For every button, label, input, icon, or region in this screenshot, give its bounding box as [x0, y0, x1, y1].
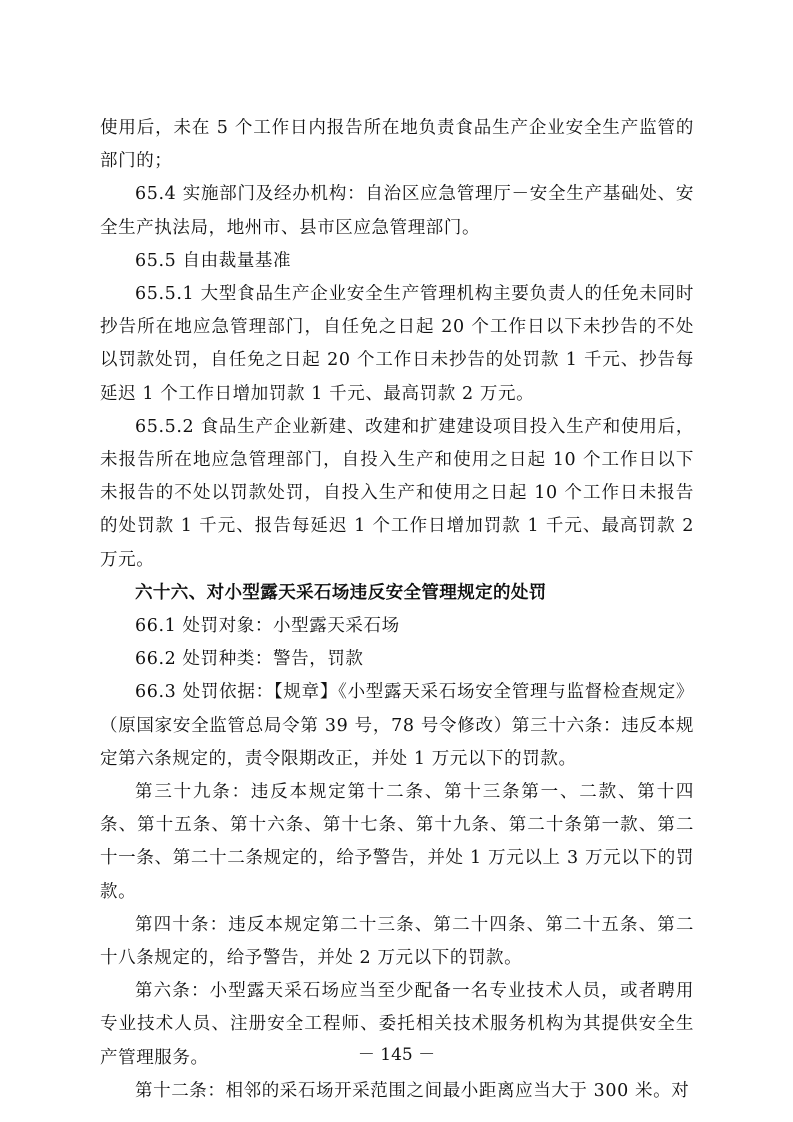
paragraph-11: 第四十条：违反本规定第二十三条、第二十四条、第二十五条、第二十八条规定的，给予警告，并处 2 万元以下的罚款。	[100, 914, 694, 969]
paragraph-5: 65.5.2 食品生产企业新建、改建和扩建建设项目投入生产和使用后，未报告所在地应急管理部门，自投入生产和使用之日起 10 个工作日以下未报告的不处以罚款处罚，自投入生产和使用之日起 10 个工作日未报告的处罚款 1 千元、报告每延迟 1 个工作日增加罚款 1 千元、最高罚款 2 万元。	[100, 416, 694, 570]
section-heading: 六十六、对小型露天采石场违反安全管理规定的处罚	[135, 582, 547, 603]
paragraph-12: 第六条：小型露天采石场应当至少配备一名专业技术人员，或者聘用专业技术人员、注册安全工程师、委托相关技术服务机构为其提供安全生产管理服务。	[100, 981, 694, 1068]
page-number: － 145 －	[357, 1045, 436, 1065]
paragraph-1: 使用后，未在 5 个工作日内报告所在地负责食品生产企业安全生产监管的部门的；	[100, 118, 694, 172]
paragraph-2: 65.4 实施部门及经办机构：自治区应急管理厅－安全生产基础处、安全生产执法局，地州市、县市区应急管理部门。	[100, 184, 694, 238]
paragraph-4: 65.5.1 大型食品生产企业安全生产管理机构主要负责人的任免未同时抄告所在地应急管理部门，自任免之日起 20 个工作日以下未抄告的不处以罚款处罚，自任免之日起 20 个工作日未抄告的处罚款 1 千元、抄告每延迟 1 个工作日增加罚款 1 千元、最高罚款 2 万元。	[100, 284, 694, 404]
paragraph-7: 66.1 处罚对象：小型露天采石场	[135, 616, 400, 637]
document-body	[100, 112, 694, 1108]
paragraph-8: 66.2 处罚种类：警告，罚款	[135, 649, 364, 670]
paragraph-13: 第十二条：相邻的采石场开采范围之间最小距离应当大于 300 米。对	[135, 1080, 690, 1101]
paragraph-3: 65.5 自由裁量基准	[135, 250, 292, 271]
paragraph-9: 66.3 处罚依据：【规章】《小型露天采石场安全管理与监督检查规定》（原国家安全监管总局令第 39 号，78 号令修改）第三十六条：违反本规定第六条规定的，责令限期改正，并处 1 万元以下的罚款。	[100, 682, 694, 769]
paragraph-10: 第三十九条：违反本规定第十二条、第十三条第一、二款、第十四条、第十五条、第十六条、第十七条、第十九条、第二十条第一款、第二十一条、第二十二条规定的，给予警告，并处 1 万元以上 3 万元以下的罚款。	[100, 782, 694, 902]
